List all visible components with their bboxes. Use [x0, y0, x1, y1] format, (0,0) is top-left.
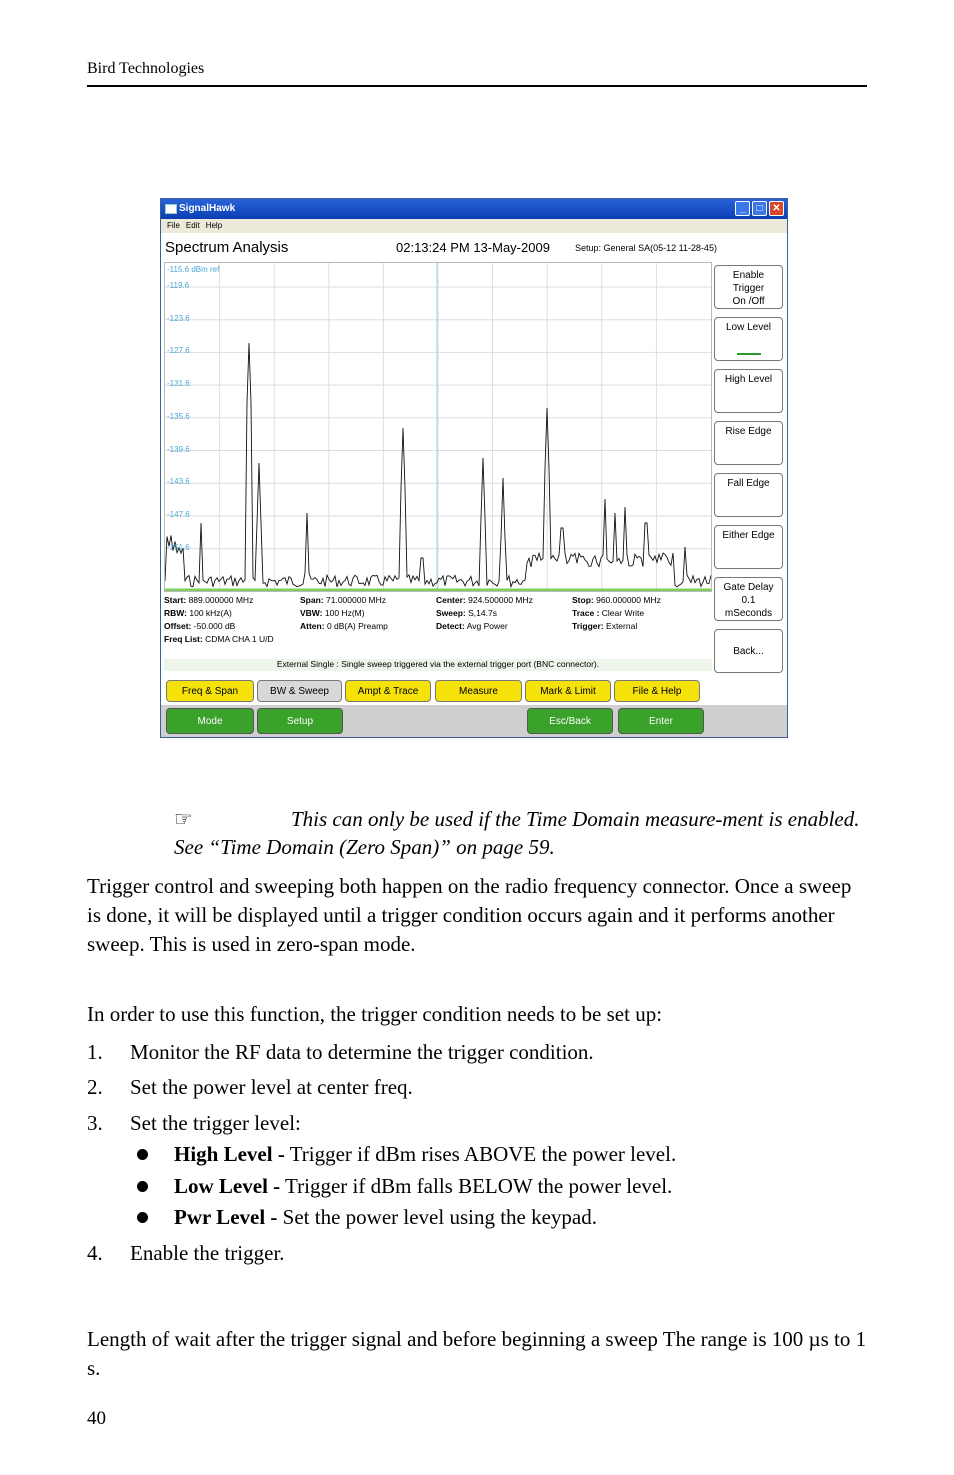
- bullet-low-level: Low Level - Trigger if dBm falls BELOW the power level.: [133, 1174, 672, 1199]
- bw-sweep-button[interactable]: BW & Sweep: [257, 680, 342, 702]
- step-1: 1. Monitor the RF data to determine the trigger condition.: [87, 1040, 594, 1064]
- softkey-low-level[interactable]: [714, 317, 783, 361]
- softkey-gate-delay[interactable]: [714, 577, 783, 621]
- softkey-enable-trigger[interactable]: [714, 265, 783, 309]
- softkey-label: On /Off: [732, 296, 765, 307]
- softkey-label: Trigger: [732, 283, 765, 294]
- measure-button[interactable]: Measure: [435, 680, 522, 702]
- softkey-label: High Level: [724, 374, 773, 385]
- softkey-label: Gate Delay: [723, 582, 774, 593]
- spectrum-trace-svg: [165, 263, 711, 591]
- step-2: 2. Set the power level at center freq.: [87, 1075, 413, 1099]
- y-axis-label: -119.6: [167, 281, 190, 290]
- bullet-icon: [133, 1174, 174, 1199]
- step-3: 3. Set the trigger level:: [87, 1111, 301, 1135]
- window-titlebar: [161, 199, 787, 219]
- mark-limit-button[interactable]: Mark & Limit: [525, 680, 611, 702]
- mode-title: Spectrum Analysis: [165, 239, 289, 256]
- setup-button[interactable]: Setup: [257, 708, 343, 734]
- y-axis-label: -139.6: [167, 444, 190, 454]
- paragraph-gate-delay: Length of wait after the trigger signal and before beginning a sweep The range is 100 µs to 1 s.: [87, 1327, 867, 1380]
- bullet-pwr-level: Pwr Level - Set the power level using the keypad.: [133, 1205, 597, 1230]
- y-axis-label: -151.6: [167, 542, 190, 552]
- softkey-label: Rise Edge: [725, 426, 772, 437]
- app-icon: [165, 204, 177, 214]
- pointing-hand-icon: ☞: [174, 807, 193, 831]
- measurement-info: Start: 889.000000 MHz RBW: 100 kHz(A) Offset: -50.000 dB Freq List: CDMA CHA 1 U/D Span: 71.000000 MHz VBW: 100 Hz(M) Atten: 0 dB(A) Preamp Center: 924.500000 MHz Sweep: S,14.7s Detect: Avg Power Stop: 960.000000 MHz Trace : Clear Write Trigger: External: [164, 595, 661, 644]
- softkey-label: Enable: [732, 270, 765, 281]
- file-help-button[interactable]: File & Help: [614, 680, 700, 702]
- minimize-icon[interactable]: _: [735, 201, 750, 216]
- status-line: External Single : Single sweep triggered via the external trigger port (BNC connector).: [164, 659, 712, 671]
- paragraph-setup-intro: In order to use this function, the trigger condition needs to be set up:: [87, 1002, 663, 1026]
- softkey-rise-edge[interactable]: [714, 421, 783, 465]
- spectrum-plot: [164, 262, 712, 592]
- timestamp: 02:13:24 PM 13-May-2009: [396, 240, 550, 255]
- ampt-trace-button[interactable]: Ampt & Trace: [345, 680, 431, 702]
- esc-back-button[interactable]: Esc/Back: [527, 708, 613, 734]
- softkey-high-level[interactable]: [714, 369, 783, 413]
- y-axis-label: -127.6: [167, 346, 190, 356]
- menu-help[interactable]: Help: [205, 221, 223, 230]
- y-axis-label: -135.6: [167, 411, 190, 421]
- setup-info: Setup: General SA(05-12 11-28-45): [575, 243, 717, 253]
- softkey-back[interactable]: [714, 629, 783, 673]
- softkey-label: 0.1: [741, 595, 756, 606]
- menu-file[interactable]: File: [167, 221, 180, 230]
- signalhawk-screenshot: [160, 198, 788, 738]
- softkey-label: Fall Edge: [727, 478, 770, 489]
- bullet-icon: [133, 1205, 174, 1230]
- enter-button[interactable]: Enter: [618, 708, 704, 734]
- menu-edit[interactable]: Edit: [185, 221, 200, 230]
- y-axis-label: -143.6: [167, 477, 190, 487]
- paragraph-trigger-control: Trigger control and sweeping both happen on the radio frequency connector. Once a sweep is done, it will be displayed until a trigger condition occurs again and it performs another sweep. This is used in zero-span mode.: [87, 874, 852, 956]
- y-axis-label: -123.6: [167, 313, 190, 323]
- softkey-label: mSeconds: [724, 608, 773, 619]
- freq-span-button[interactable]: Freq & Span: [166, 680, 254, 702]
- note-text: This can only be used if the Time Domain measure-ment is enabled. See “Time Domain (Zero Span)” on page 59.: [174, 807, 860, 859]
- bullet-icon: [133, 1142, 174, 1167]
- y-axis-label: -131.6: [167, 379, 190, 389]
- header-rule: [87, 85, 867, 87]
- y-axis-label: -115.6 dBm ref: [167, 265, 220, 274]
- softkey-fall-edge[interactable]: [714, 473, 783, 517]
- running-header: Bird Technologies: [87, 60, 205, 77]
- y-axis-label: -147.6: [167, 509, 190, 519]
- close-icon[interactable]: ✕: [769, 201, 784, 216]
- softkey-label: Low Level: [725, 322, 772, 333]
- softkey-label: Back...: [733, 646, 764, 657]
- page-number: 40: [87, 1408, 106, 1429]
- bullet-high-level: High Level - Trigger if dBm rises ABOVE the power level.: [133, 1142, 676, 1167]
- window-title: SignalHawk: [179, 203, 236, 214]
- softkey-either-edge[interactable]: [714, 525, 783, 569]
- maximize-icon[interactable]: □: [752, 201, 767, 216]
- menu-bar: [161, 219, 787, 233]
- softkey-label: Either Edge: [722, 530, 775, 541]
- mode-button[interactable]: Mode: [166, 708, 254, 734]
- step-4: 4. Enable the trigger.: [87, 1241, 285, 1265]
- note: [174, 805, 864, 861]
- active-indicator: [737, 353, 761, 355]
